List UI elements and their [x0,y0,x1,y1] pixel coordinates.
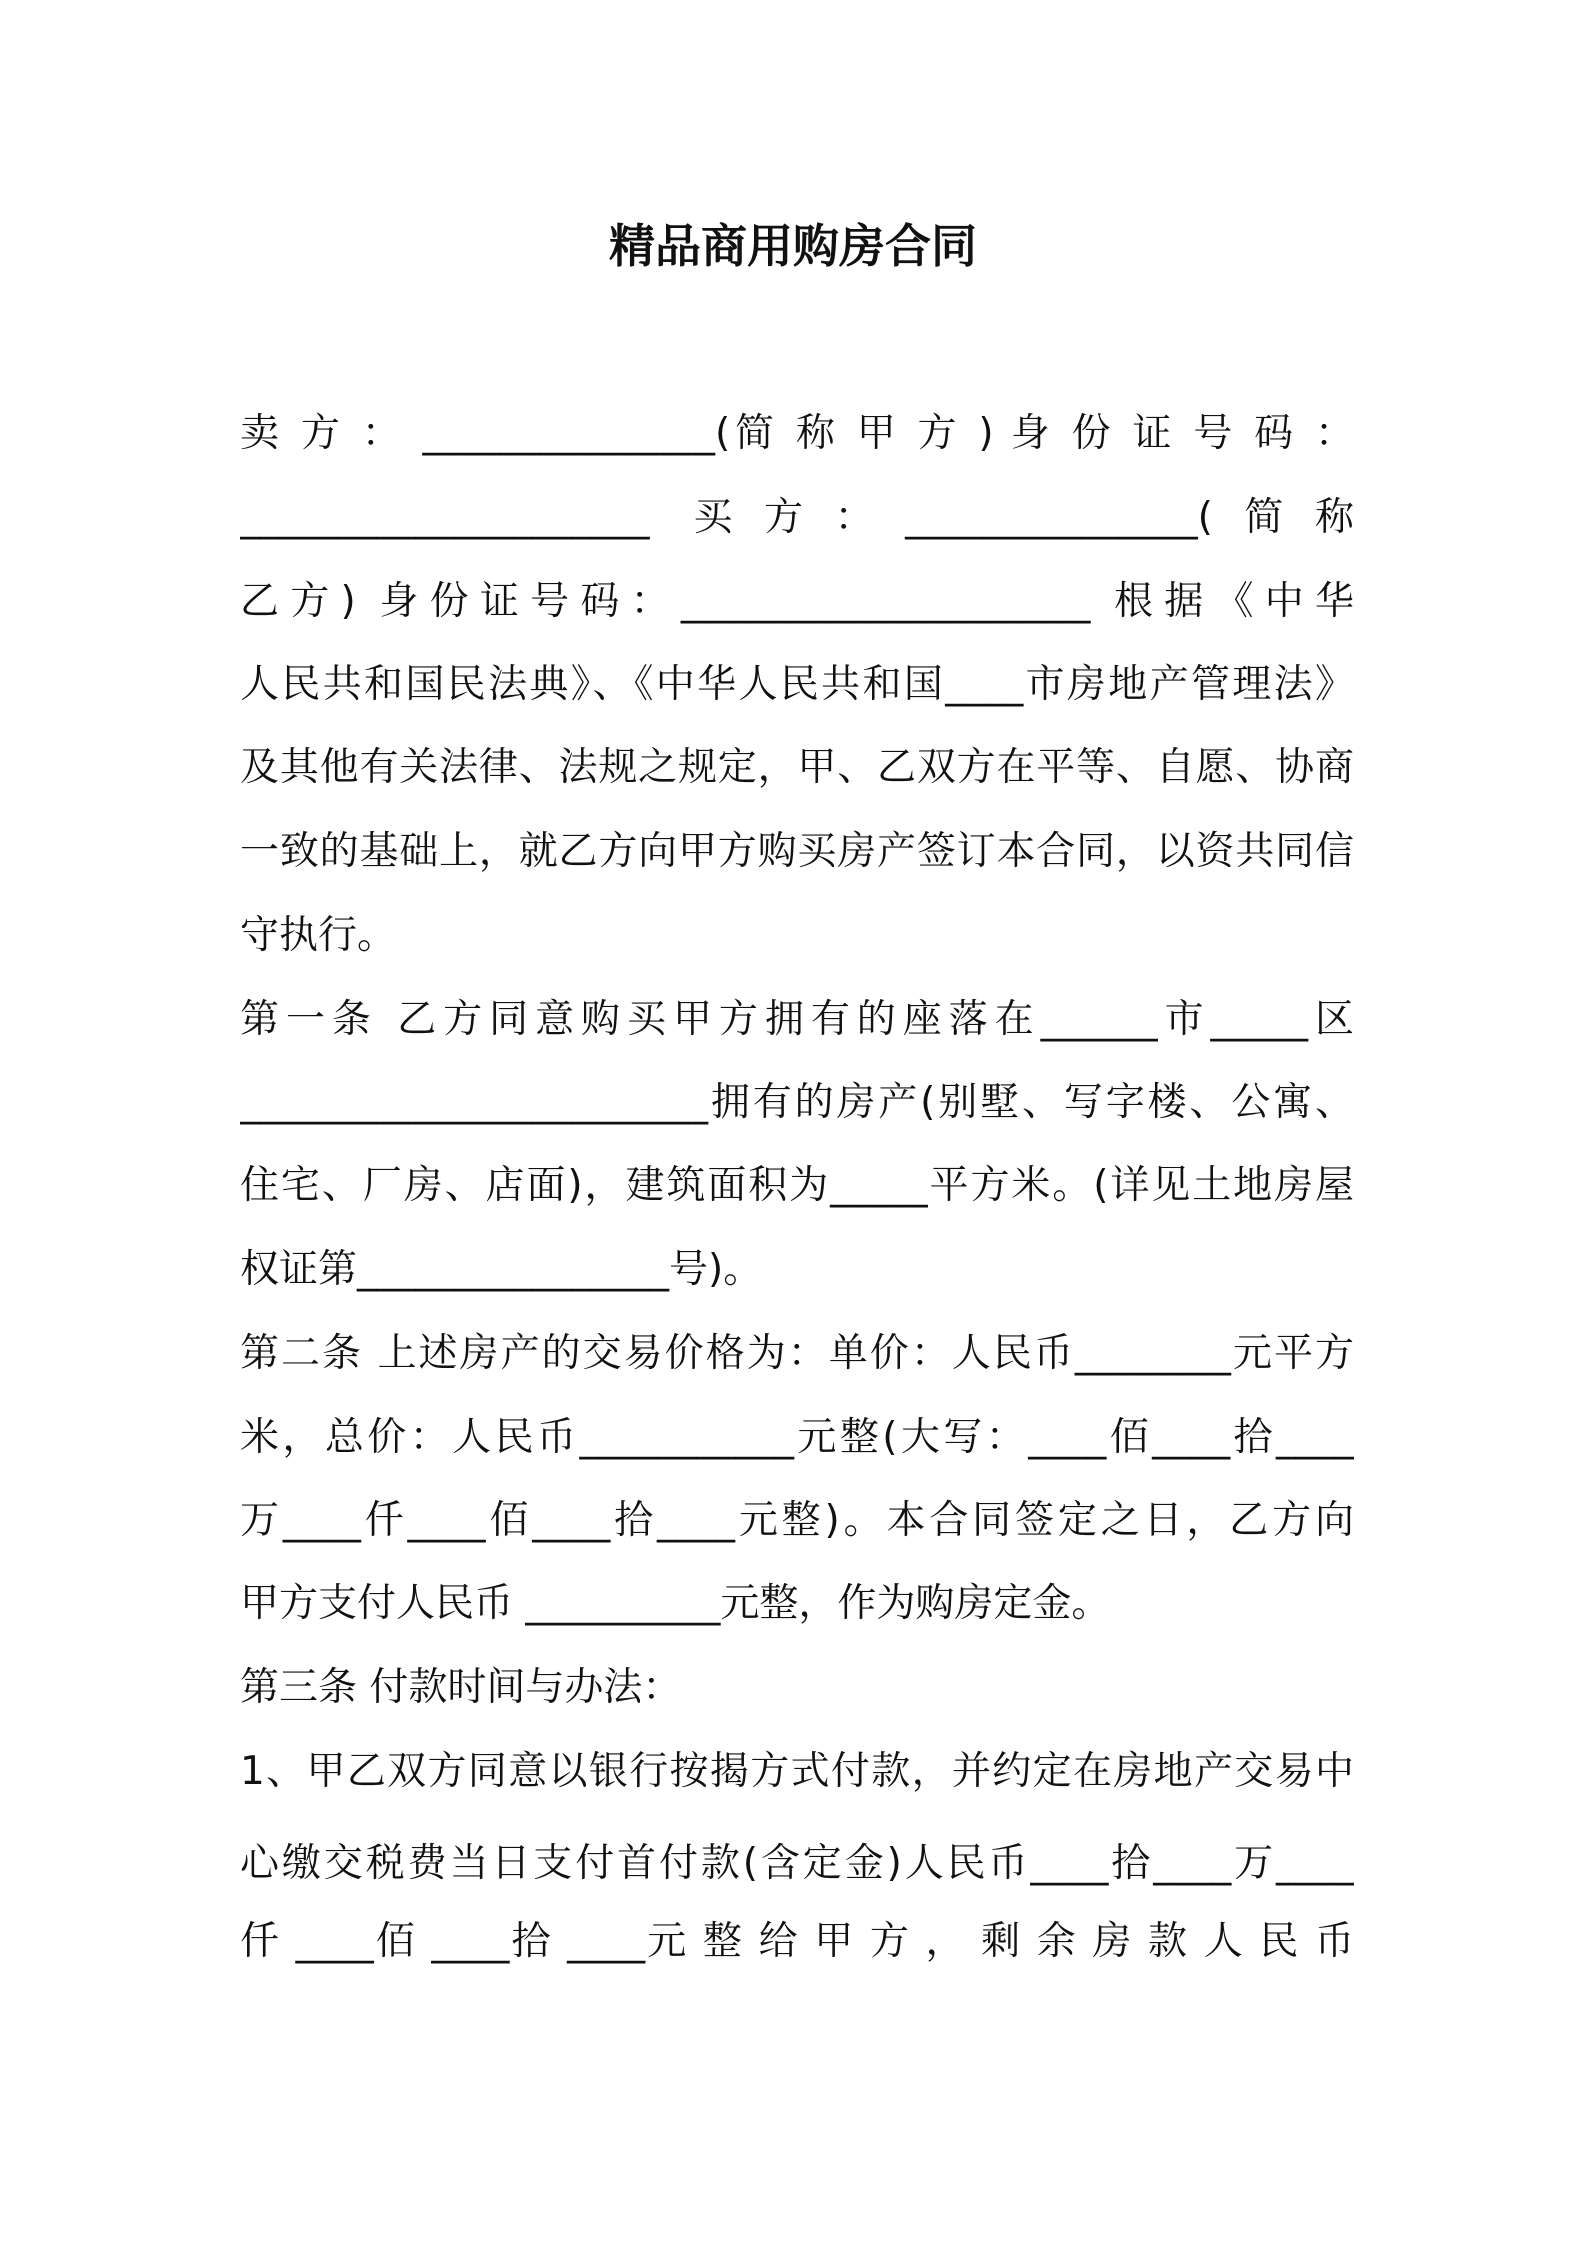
article-1-heading-line: 第一条 乙方同意购买甲方拥有的座落在______市_____区 [240,997,1354,1042]
text-line: 守执行。 [240,913,397,958]
text-line: 甲方支付人民币 __________元整，作为购房定金。 [240,1581,1111,1626]
text-line: ________________________拥有的房产(别墅、写字楼、公寓、 [240,1080,1354,1125]
article-2-heading-line: 第二条 上述房产的交易价格为：单价：人民币________元平方 [240,1331,1354,1376]
text-line: 心缴交税费当日支付首付款(含定金)人民币____拾____万____ [240,1841,1354,1886]
text-line: 乙方) 身份证号码：_____________________ 根据《中华 [240,579,1354,624]
document-title: 精品商用购房合同 [609,219,977,273]
text-line: 万____仟____佰____拾____元整)。本合同签定之日，乙方向 [240,1498,1354,1543]
text-line: 仟 ____佰 ____拾 ____元 整 给 甲 方 ， 剩 余 房 款 人 民 币 [240,1919,1354,1964]
text-line: 一致的基础上，就乙方向甲方购买房产签订本合同，以资共同信 [240,829,1354,874]
text-line: 权证第________________号)。 [240,1247,763,1292]
text-line: 住宅、厂房、店面)，建筑面积为_____平方米。(详见土地房屋 [240,1163,1354,1208]
text-line: _____________________ 买方：_______________(简称 [240,495,1354,540]
text-line: 米，总价：人民币___________元整(大写：____佰____拾____ [240,1415,1354,1460]
article-3-heading-line: 第三条 付款时间与办法： [240,1665,682,1710]
text-line: 卖 方 ： _______________(简 称 甲 方 ) 身 份 证 号 码 ： [240,411,1354,456]
text-line: 1、甲乙双方同意以银行按揭方式付款，并约定在房地产交易中 [240,1749,1354,1794]
text-line: 及其他有关法律、法规之规定，甲、乙双方在平等、自愿、协商 [240,745,1354,790]
text-line: 人民共和国民法典》、《中华人民共和国____市房地产管理法》 [240,662,1354,707]
